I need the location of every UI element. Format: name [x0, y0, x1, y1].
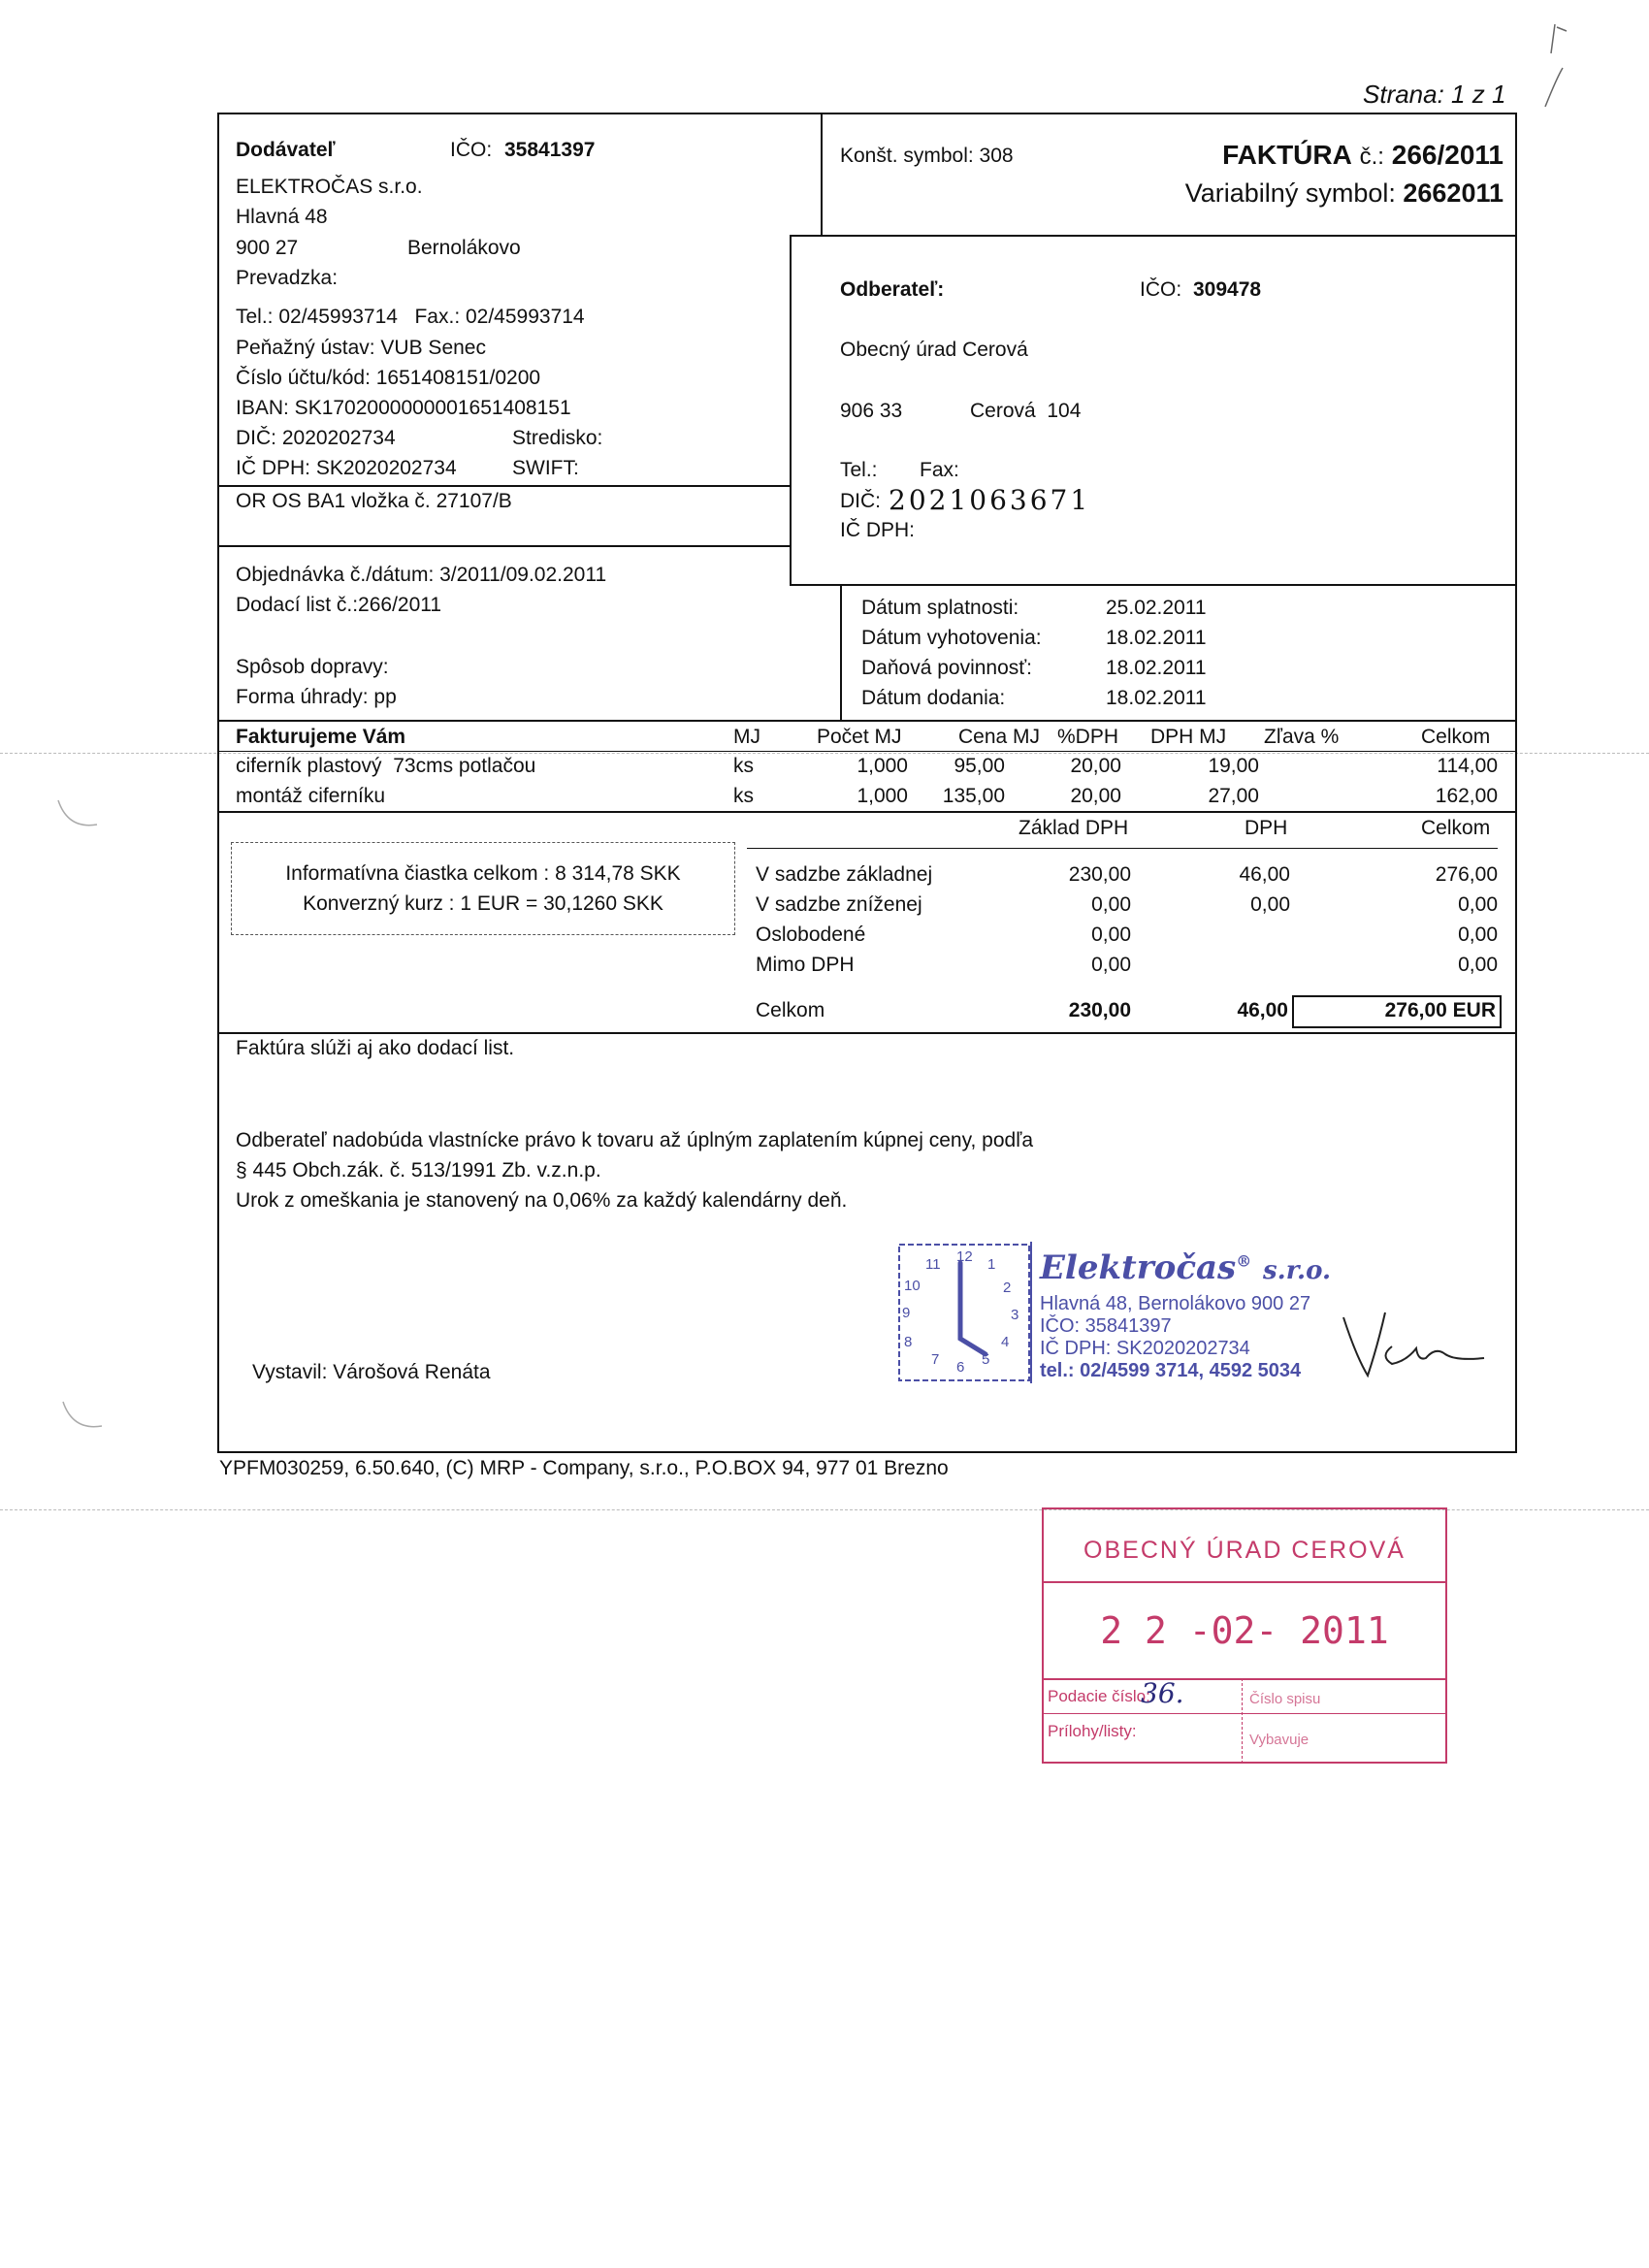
clock-number: 9: [902, 1305, 911, 1321]
variable-symbol: [1116, 180, 1504, 207]
supplier-swift: SWIFT:: [512, 457, 579, 479]
podacie-label: Podacie číslo:: [1048, 1687, 1150, 1705]
items-col-vatmj: DPH MJ: [1150, 726, 1227, 748]
summary-row-label: Oslobodené: [756, 923, 866, 946]
clock-number: 4: [1001, 1334, 1010, 1350]
clock-number: 8: [904, 1334, 913, 1350]
summary-top-line: [217, 811, 1517, 813]
stamp-address: Hlavná 48, Bernolákovo 900 27: [1040, 1293, 1311, 1314]
table-row-price: 95,00: [954, 755, 1005, 777]
info-amount: Informatívna čiastka celkom : 8 314,78 SKK: [285, 862, 681, 885]
table-row-vatmj: 19,00: [1208, 755, 1259, 777]
konst-symbol: Konšt. symbol: 308: [840, 145, 1014, 167]
order-separator: [217, 545, 792, 547]
invoice-c: č.:: [1359, 144, 1384, 170]
table-row-vatmj: 27,00: [1208, 785, 1259, 807]
receipt-divider: [1242, 1678, 1243, 1764]
customer-name: Obecný úrad Cerová: [840, 339, 1028, 361]
receipt-date: 2 2 -02- 2011: [1100, 1609, 1389, 1652]
items-col-qty: Počet MJ: [817, 726, 902, 748]
prilohy-label: Prílohy/listy:: [1048, 1722, 1137, 1740]
summary-row-total: 0,00: [1458, 923, 1498, 946]
clock-number: 3: [1011, 1307, 1019, 1323]
company-stamp: [896, 1242, 1352, 1387]
receipt-line-2: [1042, 1678, 1447, 1680]
vs-label: Variabilný symbol:: [1184, 178, 1396, 208]
clock-number: 2: [1003, 1280, 1012, 1296]
invoice-number: 266/2011: [1391, 140, 1504, 170]
punch-hole-mark-1: [53, 795, 102, 834]
date-label: Dátum dodania:: [861, 687, 1006, 709]
invoice-label: FAKTÚRA: [1222, 140, 1352, 170]
supplier-separator: [217, 485, 792, 487]
transport-method: Spôsob dopravy:: [236, 656, 389, 678]
summary-row-total: 0,00: [1458, 893, 1498, 916]
summary-row-total: 276,00: [1435, 863, 1498, 886]
podacie-value: 36.: [1141, 1677, 1184, 1709]
stamp-icdph: IČ DPH: SK2020202734: [1040, 1338, 1250, 1359]
items-top-line: [217, 720, 1517, 722]
vs-value: 2662011: [1403, 178, 1504, 208]
customer-icdph: IČ DPH:: [840, 519, 916, 541]
items-col-price: Cena MJ: [958, 726, 1041, 748]
payment-method: Forma úhrady: pp: [236, 686, 397, 708]
clock-number: 7: [931, 1351, 940, 1368]
customer-ico: 309478: [1193, 278, 1262, 301]
table-row-price: 135,00: [942, 785, 1005, 807]
grand-total: 276,00 EUR: [1384, 999, 1496, 1021]
punch-hole-mark-2: [58, 1397, 107, 1436]
signature: [1339, 1308, 1494, 1385]
supplier-dic: DIČ: 2020202734: [236, 427, 396, 449]
table-row-total: 162,00: [1435, 785, 1498, 807]
supplier-iban: IBAN: SK1702000000001651408151: [236, 397, 571, 419]
receipt-stamp: [1038, 1507, 1449, 1766]
customer-heading: Odberateľ:: [840, 278, 945, 301]
stamp-suffix: s.r.o.: [1263, 1256, 1332, 1285]
summary-row-base: 0,00: [1091, 954, 1131, 976]
summary-total-vat: 46,00: [1237, 999, 1288, 1021]
summary-row-label: V sadzbe zníženej: [756, 893, 922, 916]
customer-tel: Tel.:: [840, 459, 878, 481]
date-label: Daňová povinnosť:: [861, 657, 1032, 679]
issued-by: Vystavil: Várošová Renáta: [252, 1361, 491, 1383]
items-col-discount: Zľava %: [1264, 726, 1340, 748]
page-number: Strana: 1 z 1: [1363, 80, 1506, 109]
table-row-vatpct: 20,00: [1070, 785, 1121, 807]
supplier-phone-fax: Tel.: 02/45993714 Fax.: 02/45993714: [236, 306, 585, 328]
invoice-title: [1164, 142, 1504, 169]
clock-number: 10: [904, 1278, 921, 1294]
header-divider: [821, 113, 823, 237]
notes-top-line: [217, 1032, 1517, 1034]
clock-number: 12: [956, 1248, 973, 1265]
customer-city: Cerová 104: [970, 400, 1082, 422]
date-label: Dátum splatnosti:: [861, 597, 1019, 619]
ownership-law: § 445 Obch.zák. č. 513/1991 Zb. v.z.n.p.: [236, 1159, 601, 1182]
table-row-mj: ks: [733, 785, 754, 807]
supplier-account: Číslo účtu/kód: 1651408151/0200: [236, 367, 541, 389]
supplier-center: Stredisko:: [512, 427, 603, 449]
supplier-zip: 900 27: [236, 237, 299, 259]
summary-total-base: 230,00: [1068, 999, 1131, 1021]
date-value: 18.02.2011: [1106, 627, 1207, 649]
summary-header-line: [747, 848, 1498, 849]
delivery-note: Dodací list č.:266/2011: [236, 594, 442, 616]
order-line: Objednávka č./dátum: 3/2011/09.02.2011: [236, 564, 607, 586]
summary-col-vat: DPH: [1245, 817, 1288, 839]
items-col-mj: MJ: [733, 726, 760, 748]
table-row-qty: 1,000: [857, 785, 908, 807]
table-row-vatpct: 20,00: [1070, 755, 1121, 777]
stamp-ico: IČO: 35841397: [1040, 1315, 1172, 1337]
summary-row-vat: 0,00: [1250, 893, 1290, 916]
items-col-desc: Fakturujeme Vám: [236, 726, 406, 748]
customer-dic: 2021063671: [889, 484, 1091, 516]
table-row-desc: montáž ciferníku: [236, 785, 386, 807]
interest-text: Urok z omeškania je stanovený na 0,06% za každý kalendárny deň.: [236, 1189, 848, 1212]
date-value: 25.02.2011: [1106, 597, 1207, 619]
customer-dic-label: DIČ:: [840, 490, 881, 512]
summary-row-vat: 46,00: [1239, 863, 1290, 886]
supplier-ico: 35841397: [504, 139, 596, 161]
ownership-text: Odberateľ nadobúda vlastnícke právo k tovaru až úplným zaplatením kúpnej ceny, podľa: [236, 1129, 1034, 1151]
stamp-phone: tel.: 02/4599 3714, 4592 5034: [1040, 1360, 1302, 1381]
spis-label: Číslo spisu: [1249, 1691, 1321, 1707]
table-row-qty: 1,000: [857, 755, 908, 777]
supplier-name: ELEKTROČAS s.r.o.: [236, 176, 423, 198]
summary-col-base: Základ DPH: [1018, 817, 1129, 839]
date-label: Dátum vyhotovenia:: [861, 627, 1042, 649]
customer-fax: Fax:: [920, 459, 959, 481]
corner-mark: [1537, 10, 1576, 116]
supplier-heading: Dodávateľ: [236, 139, 336, 161]
clock-number: 6: [956, 1359, 965, 1376]
items-header-line: [217, 751, 1517, 752]
summary-row-label: Mimo DPH: [756, 954, 855, 976]
table-row-mj: ks: [733, 755, 754, 777]
receipt-office: OBECNÝ ÚRAD CEROVÁ: [1083, 1537, 1406, 1564]
table-row-total: 114,00: [1437, 755, 1498, 777]
stamp-divider: [1030, 1242, 1032, 1383]
summary-row-base: 230,00: [1068, 863, 1131, 886]
dates-divider: [840, 586, 842, 720]
info-box: [231, 842, 735, 935]
date-value: 18.02.2011: [1106, 687, 1207, 709]
receipt-line-1: [1042, 1581, 1447, 1583]
supplier-branch: Prevadzka:: [236, 267, 339, 289]
clock-number: 1: [987, 1256, 996, 1273]
delivery-note-text: Faktúra slúži aj ako dodací list.: [236, 1037, 515, 1059]
items-col-vatpct: %DPH: [1057, 726, 1119, 748]
customer-zip: 906 33: [840, 400, 903, 422]
stamp-company-name: Elektročas® s.r.o.: [1040, 1248, 1332, 1287]
supplier-register: OR OS BA1 vložka č. 27107/B: [236, 490, 512, 512]
supplier-icdph: IČ DPH: SK2020202734: [236, 457, 457, 479]
supplier-ico-label: IČO:: [450, 139, 493, 161]
summary-row-total: 0,00: [1458, 954, 1498, 976]
vybavuje-label: Vybavuje: [1249, 1732, 1310, 1748]
info-rate: Konverzný kurz : 1 EUR = 30,1260 SKK: [303, 892, 663, 915]
summary-total-label: Celkom: [756, 999, 825, 1021]
supplier-city: Bernolákovo: [407, 237, 521, 259]
summary-row-base: 0,00: [1091, 893, 1131, 916]
clock-number: 5: [982, 1351, 990, 1368]
supplier-bank: Peňažný ústav: VUB Senec: [236, 337, 486, 359]
stamp-name: Elektročas: [1040, 1248, 1237, 1287]
items-col-total: Celkom: [1421, 726, 1491, 748]
date-value: 18.02.2011: [1106, 657, 1207, 679]
footer-text: YPFM030259, 6.50.640, (C) MRP - Company, s.r.o., P.O.BOX 94, 977 01 Brezno: [219, 1457, 949, 1479]
summary-col-total: Celkom: [1421, 817, 1491, 839]
receipt-line-3: [1042, 1713, 1447, 1714]
clock-number: 11: [925, 1256, 941, 1273]
summary-row-label: V sadzbe základnej: [756, 863, 933, 886]
customer-ico-label: IČO:: [1140, 278, 1182, 301]
supplier-street: Hlavná 48: [236, 206, 328, 228]
table-row-desc: ciferník plastový 73cms potlačou: [236, 755, 536, 777]
summary-row-base: 0,00: [1091, 923, 1131, 946]
